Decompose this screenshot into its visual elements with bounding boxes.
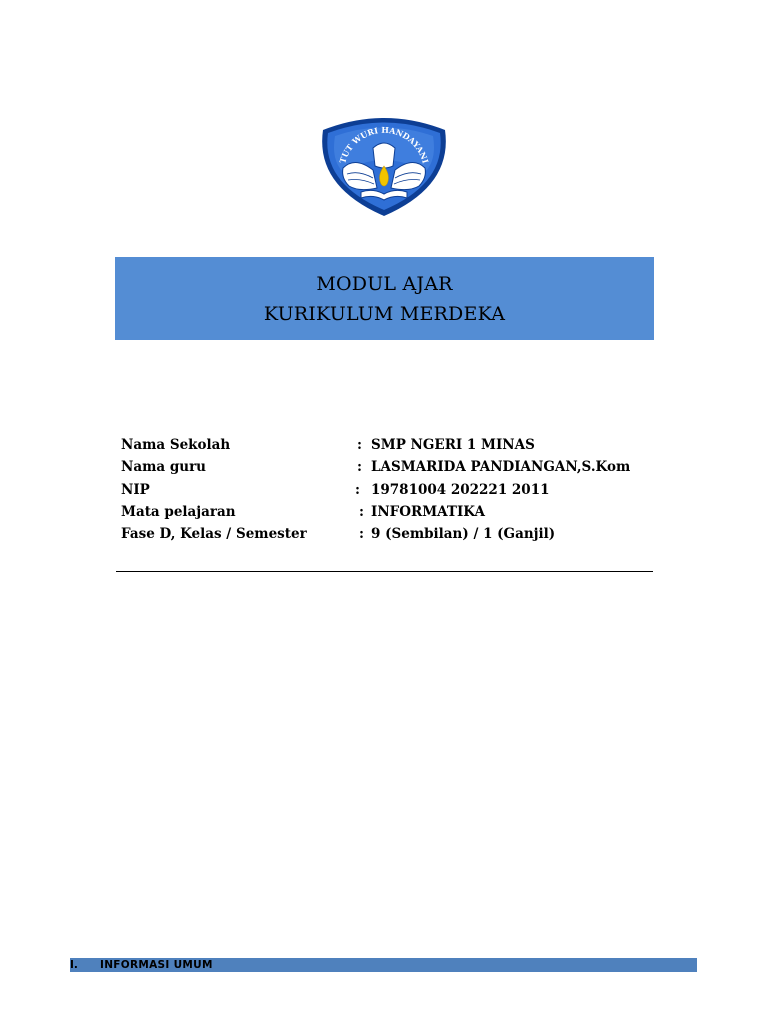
info-label: Nama Sekolah [121, 437, 231, 453]
info-label: Fase D, Kelas / Semester [121, 526, 307, 543]
section-number: I. [70, 959, 78, 971]
title-line-1: MODUL AJAR [316, 272, 453, 295]
horizontal-rule [116, 571, 653, 572]
info-colon: : [357, 459, 362, 476]
logo-blencong [373, 143, 395, 168]
info-row-teacher [121, 456, 661, 478]
title-line-2: KURIKULUM MERDEKA [263, 302, 506, 325]
title-banner [115, 257, 654, 340]
info-label: Mata pelajaran [121, 503, 236, 520]
info-colon: : [355, 481, 360, 498]
info-row-nip [121, 479, 661, 501]
identity-info [121, 434, 661, 545]
logo-motto-text: TUT WURI HANDAYANI [337, 124, 431, 165]
info-colon: : [359, 526, 364, 543]
section-heading-bar [70, 958, 697, 972]
info-value: INFORMATIKA [371, 503, 485, 520]
info-value: LASMARIDA PANDIANGAN,S.Kom [371, 459, 631, 476]
info-colon: : [357, 437, 362, 453]
section-title: INFORMASI UMUM [100, 959, 213, 971]
info-value: 9 (Sembilan) / 1 (Ganjil) [371, 526, 556, 543]
info-label: NIP [121, 481, 150, 498]
info-row-phase [121, 523, 661, 545]
info-colon: : [359, 503, 364, 520]
info-row-subject [121, 501, 661, 523]
info-value: 19781004 202221 2011 [371, 481, 550, 498]
info-value: SMP NGERI 1 MINAS [371, 437, 535, 453]
info-label: Nama guru [121, 459, 207, 476]
info-row-school [121, 434, 661, 456]
tut-wuri-handayani-logo [315, 108, 453, 218]
